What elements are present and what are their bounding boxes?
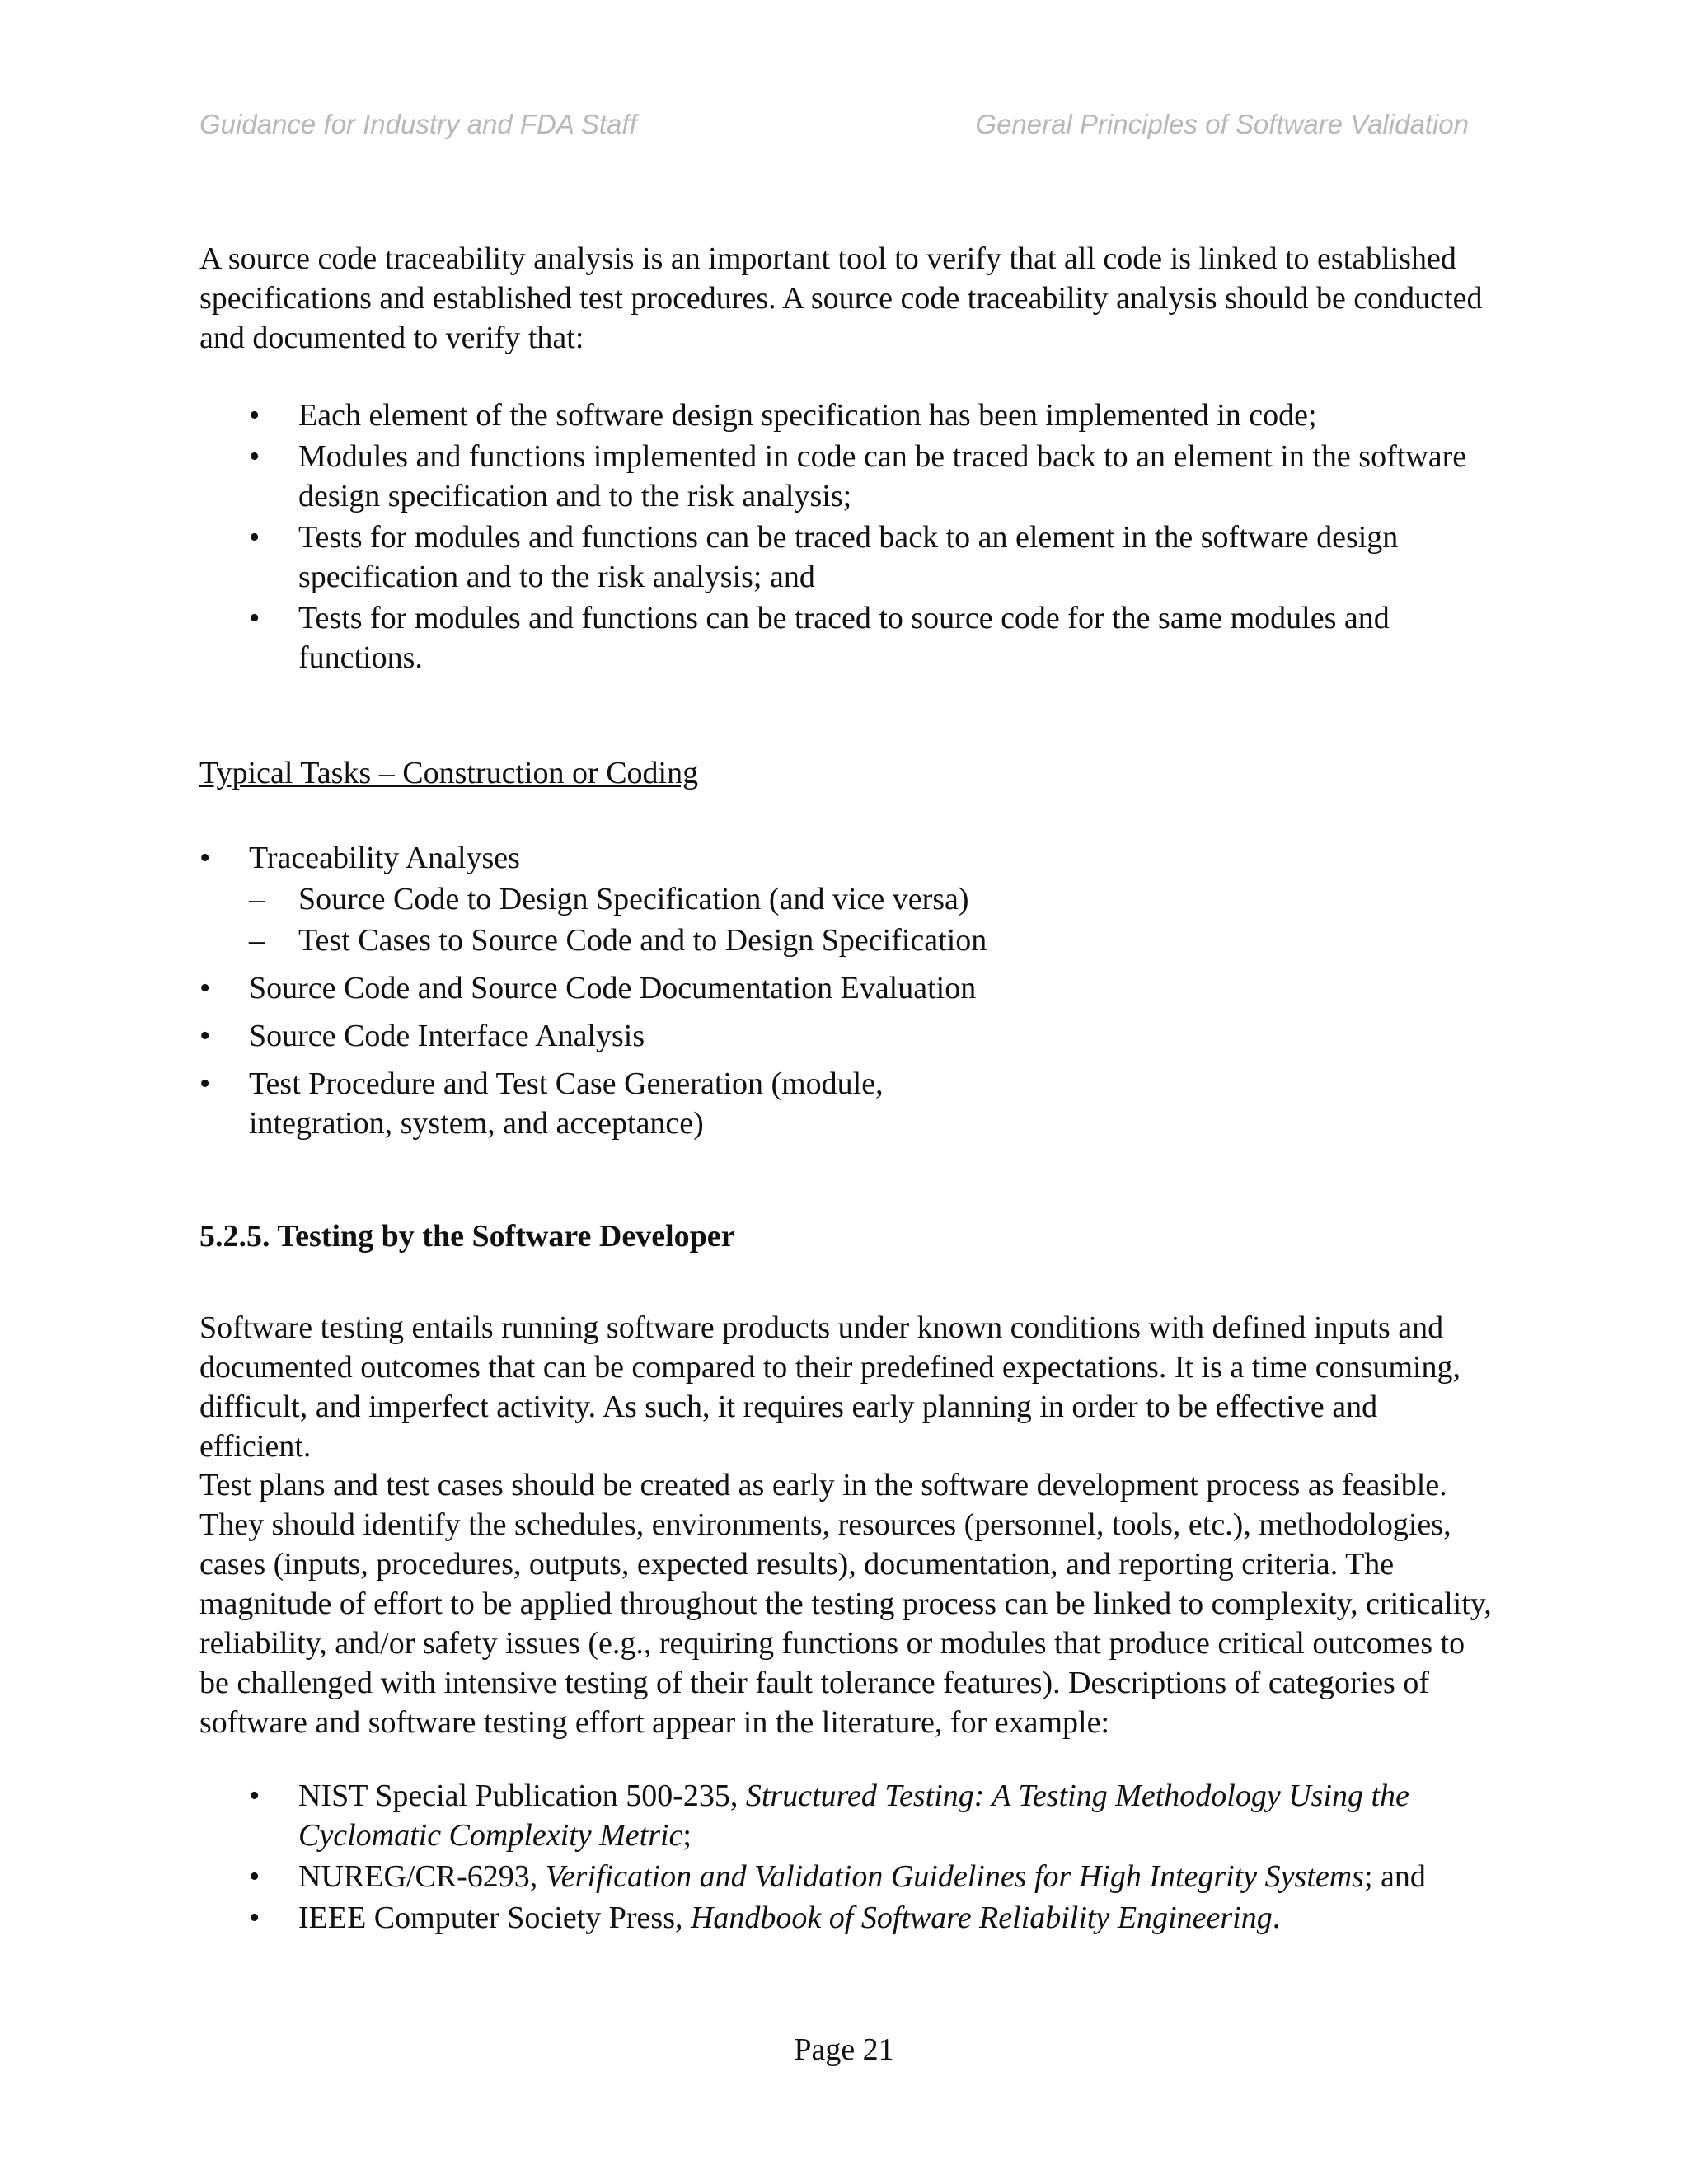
dash-icon: – <box>249 882 265 916</box>
intro-paragraph: A source code traceability analysis is an important tool to verify that all code is linked to established specifications and established test procedures. A source code traceability analysis should be conducted and documented to verify that: <box>199 241 1483 355</box>
task-label: Source Code and Source Code Documentation Evaluation <box>249 971 977 1005</box>
list-item-text: Each element of the software design specification has been implemented in code; <box>298 398 1317 433</box>
task-item <box>199 968 1493 1008</box>
page-number: Page 21 <box>794 2032 894 2067</box>
section-paragraph-1: Software testing entails running software products under known conditions with defined inputs and documented outcomes that can be compared to their predefined expectations. It is a time consuming, difficult, and imperfect activity. As such, it requires early planning in order to be effective and efficient. <box>199 1310 1461 1464</box>
dash-icon: – <box>249 923 265 958</box>
section-heading: 5.2.5. Testing by the Software Developer <box>199 1219 735 1254</box>
reference-title: Handbook of Software Reliability Engineering <box>690 1900 1273 1935</box>
list-item-text: Tests for modules and functions can be traced to source code for the same modules and functions. <box>298 601 1390 675</box>
reference-item <box>199 1898 1493 1938</box>
reference-suffix: ; and <box>1363 1859 1426 1894</box>
task-item <box>199 838 1493 960</box>
bullet-icon: • <box>249 1779 260 1813</box>
task-item <box>199 1016 1493 1056</box>
reference-item <box>199 1857 1493 1896</box>
task-label: Traceability Analyses <box>249 841 520 875</box>
bullet-icon: • <box>199 841 211 875</box>
bullet-icon: • <box>199 1019 211 1053</box>
list-item <box>199 437 1493 516</box>
subtask-item <box>249 879 1493 919</box>
bullet-icon: • <box>249 1859 260 1894</box>
task-label: Test Procedure and Test Case Generation (module, integration, system, and acceptance) <box>249 1066 884 1141</box>
running-header <box>199 109 1469 142</box>
reference-item <box>199 1776 1493 1855</box>
reference-title: Structured Testing: A Testing Methodology Using the Cyclomatic Complexity Metric <box>298 1779 1409 1853</box>
task-item <box>199 1064 1493 1143</box>
subtask-label: Test Cases to Source Code and to Design Specification <box>298 923 987 958</box>
tasks-list <box>199 838 1493 1151</box>
bullet-icon: • <box>199 1066 211 1101</box>
reference-suffix: ; <box>682 1818 692 1853</box>
bullet-icon: • <box>249 601 260 635</box>
bullet-icon: • <box>249 439 260 474</box>
list-item <box>199 396 1493 435</box>
bullet-icon: • <box>249 520 260 555</box>
bullet-icon: • <box>249 398 260 433</box>
bullet-icon: • <box>249 1900 260 1935</box>
task-label: Source Code Interface Analysis <box>249 1019 645 1053</box>
reference-prefix: NUREG/CR-6293, <box>298 1859 546 1894</box>
reference-prefix: NIST Special Publication 500-235, <box>298 1779 746 1813</box>
list-item <box>199 518 1493 597</box>
tasks-heading: Typical Tasks – Construction or Coding <box>199 756 699 790</box>
section-paragraph-2: Test plans and test cases should be created as early in the software development process as feasible. They should identify the schedules, environments, resources (personnel, tools, etc.), methodologies, cases (inputs, procedures, outputs, expected results), documentation, and reporting criteria. The magnitude of effort to be applied throughout the testing process can be linked to complexity, criticality, reliability, and/or safety issues (e.g., requiring functions or modules that produce critical outcomes to be challenged with intensive testing of their fault tolerance features). Descriptions of categories of software and software testing effort appear in the literature, for example: <box>199 1468 1492 1740</box>
header-left-title: Guidance for Industry and FDA Staff <box>199 109 637 139</box>
list-item-text: Tests for modules and functions can be traced back to an element in the software design specification and to the risk analysis; and <box>298 520 1399 594</box>
subtask-item <box>249 921 1493 960</box>
reference-prefix: IEEE Computer Society Press, <box>298 1900 691 1935</box>
reference-suffix: . <box>1272 1900 1281 1935</box>
bullet-icon: • <box>199 971 211 1005</box>
traceability-list <box>199 396 1493 679</box>
header-right-title: General Principles of Software Validation <box>975 109 1469 139</box>
reference-title: Verification and Validation Guidelines for High Integrity Systems <box>545 1859 1364 1894</box>
list-item <box>199 598 1493 677</box>
references-list <box>199 1776 1493 1939</box>
list-item-text: Modules and functions implemented in code can be traced back to an element in the software design specification and to the risk analysis; <box>298 439 1467 513</box>
subtask-label: Source Code to Design Specification (and vice versa) <box>298 882 969 916</box>
